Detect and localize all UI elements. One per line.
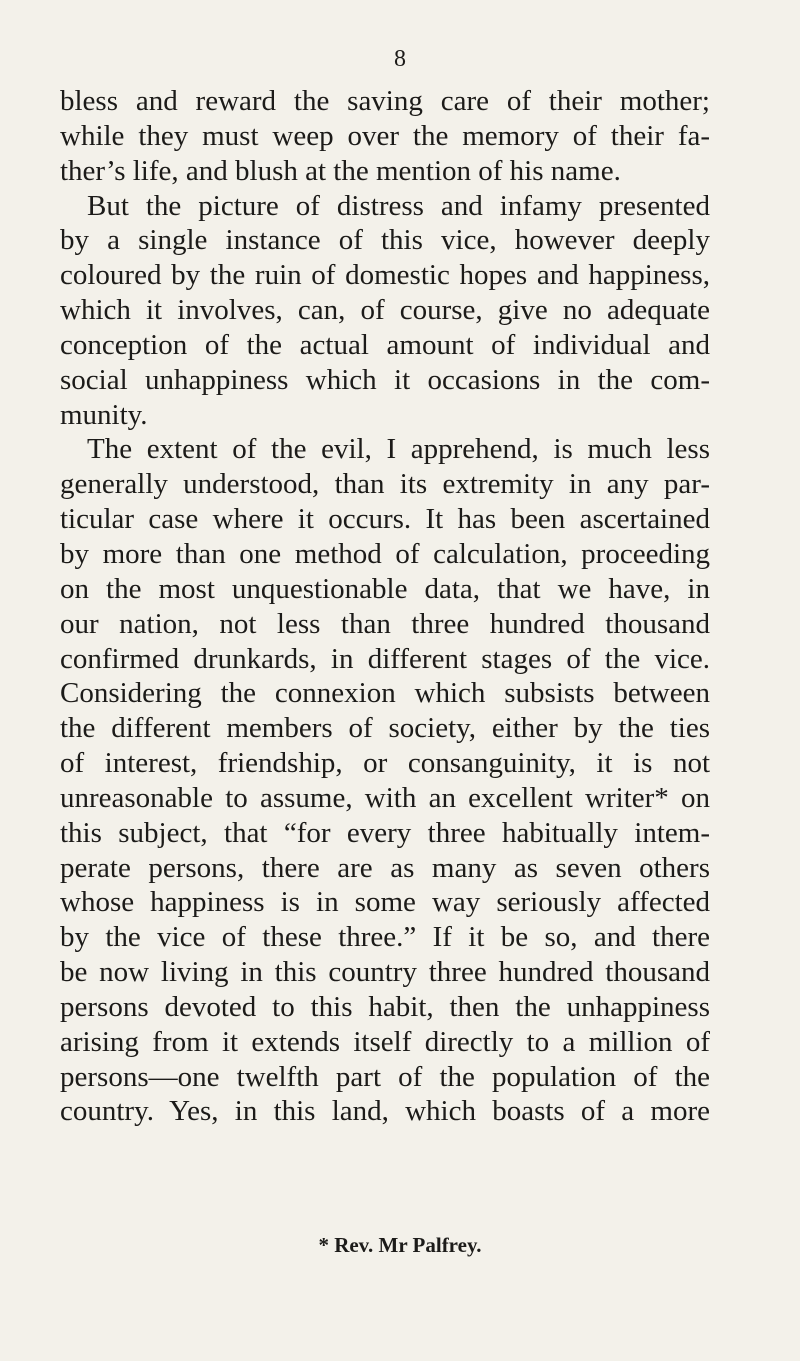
text-line: The extent of the evil, I apprehend, is much less [87,433,710,466]
text-line: ther’s life, and blush at the mention of his name. [60,154,621,187]
text-line: on the most unquestionable data, that we have, in [60,572,710,605]
text-line: whose happiness is in some way seriously affected [60,886,710,919]
text-line: ticular case where it occurs. It has been ascertained [60,503,710,536]
text-line: the different members of society, either by the ties [60,712,710,745]
text-line: unreasonable to assume, with an excellent writer* on [60,781,710,814]
text-line: which it involves, can, of course, give no adequate [60,294,710,327]
text-line: by a single instance of this vice, however deeply [60,224,710,257]
footnote: * Rev. Mr Palfrey. [318,1233,482,1257]
text-line: this subject, that “for every three habitually intem- [60,816,710,849]
text-line: of interest, friendship, or consanguinity, it is not [60,747,710,780]
text-line: social unhappiness which it occasions in the com- [60,363,710,396]
text-line: persons devoted to this habit, then the unhappiness [60,990,710,1023]
text-line: munity. [60,398,148,431]
text-line: bless and reward the saving care of their mother; [60,85,710,117]
text-line: country. Yes, in this land, which boasts of a more [60,1095,710,1128]
text-line: coloured by the ruin of domestic hopes and happiness, [60,259,710,292]
text-line: our nation, not less than three hundred thousand [60,607,710,640]
text-line: generally understood, than its extremity in any par- [60,468,710,501]
text-line: persons—one twelfth part of the population of the [60,1060,710,1093]
text-line: perate persons, there are as many as seven others [60,851,710,884]
text-line: Considering the connexion which subsists between [60,677,710,710]
text-line: be now living in this country three hundred thousand [60,956,710,989]
text-line: But the picture of distress and infamy presented [87,189,710,222]
page-number: 8 [394,46,406,72]
body-text [60,84,710,1129]
text-line: by the vice of these three.” If it be so, and there [60,921,710,954]
text-line: while they must weep over the memory of their fa- [60,119,710,152]
text-line: conception of the actual amount of individual and [60,328,710,361]
text-line: arising from it extends itself directly to a million of [60,1025,710,1058]
text-line: by more than one method of calculation, proceeding [60,537,710,570]
text-line: confirmed drunkards, in different stages of the vice. [60,642,710,675]
